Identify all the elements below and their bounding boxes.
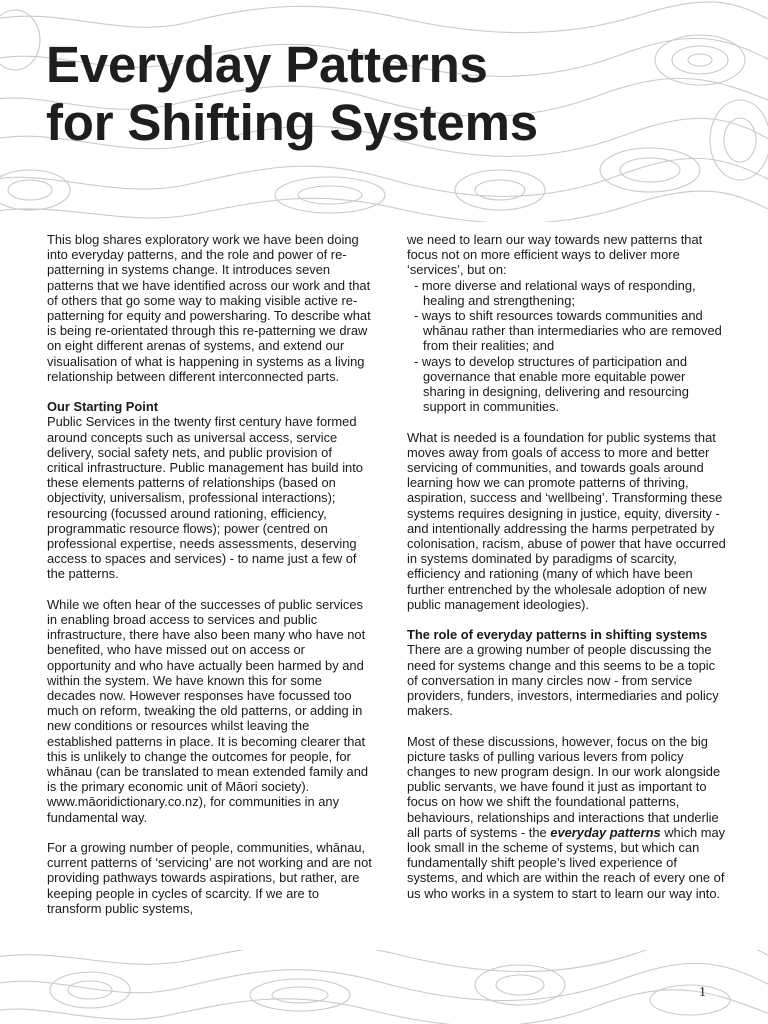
title-line-1: Everyday Patterns	[46, 36, 488, 93]
title-line-2: for Shifting Systems	[46, 94, 538, 151]
left-column	[47, 232, 372, 916]
page-title	[46, 36, 538, 152]
list-item: - ways to develop structures of participation and governance that enable more equitable power sharing in designing, delivering and resourcing support in communities.	[414, 353, 689, 415]
growing-paragraph: For a growing number of people, communities, whānau, current patterns of ‘servicing’ are not working and are not providing pathways towards aspirations, but rather, are keeping people in cycles of scarcity. If we are to transform public systems,	[47, 840, 372, 916]
starting-point-paragraph: Public Services in the twenty first century have formed around concepts such as universal access, service delivery, social safety nets, and public provision of critical infrastructure. Public management has build into these elements patterns of relationships (based on objectivity, universalism, professional interactions); resourcing (focussed around rationing, efficiency, programmatic resource flows); power (centred on professional expertise, needs assessments, deserving access to spaces and services) - to name just a few of the patterns.	[47, 414, 363, 582]
continuation-paragraph: we need to learn our way towards new patterns that focus not on more efficient ways to deliver more ‘services’, but on:	[407, 232, 703, 278]
list-item: - more diverse and relational ways of responding, healing and strengthening;	[414, 277, 696, 308]
successes-paragraph: While we often hear of the successes of public services in enabling broad access to services and public infrastructure, there have also been many who have not benefited, who have missed out on access or opportunity and who have actually been harmed by and within the system. We have known this for some decades now. However responses have focussed too much on reform, tweaking the old patterns, or adding in new conditions or resources whilst leaving the established patterns in place. It is becoming clearer that this is unlikely to change the outcomes for people, for whānau (can be translated to mean extended family and is the primary economic unit of Māori society). www.māoridictionary.co.nz), for communities in any fundamental way.	[47, 596, 369, 825]
foundation-paragraph: What is needed is a foundation for public systems that moves away from goals of access to more and better servicing of communities, and towards goals around learning how we can promote patterns of thriving, aspiration, success and ‘wellbeing’. Transforming these systems requires designing in justice, equity, diversity - and intentionally addressing the harms perpetrated by colonisation, racism, abuse of power that have occurred in systems dominated by paradigms of scarcity, efficiency and rationing (many of which have been further entrenched by the wholesale adoption of new public management ideologies).	[407, 429, 726, 612]
list-item: - ways to shift resources towards communities and whānau rather than intermediaries who are removed from their realities; and	[414, 308, 722, 354]
discussions-text-after: which may look small in the scheme of systems, but which can fundamentally shift people’s lived experience of systems, and which are within the reach of every one of us who works in a system to start to learn our way into.	[407, 824, 726, 901]
role-paragraph: There are a growing number of people discussing the need for systems change and this seems to be a topic of conversation in many circles now - from service providers, funders, investors, intermediaries and policy makers.	[407, 642, 719, 719]
discussions-paragraph	[407, 734, 727, 901]
role-section	[407, 627, 727, 718]
needs-list	[407, 278, 727, 415]
right-column	[407, 232, 727, 901]
section-heading-role: The role of everyday patterns in shifting systems	[407, 627, 708, 643]
section-heading-starting-point: Our Starting Point	[47, 399, 158, 415]
discussions-text-before: Most of these discussions, however, focus on the big picture tasks of pulling various levers from policy changes to new program design. In our work alongside public servants, we have found it just as important to focus on how we shift the foundational patterns, behaviours, relationships and interactions that underlie all parts of systems - the	[407, 733, 721, 840]
starting-point-section	[47, 399, 372, 581]
intro-paragraph: This blog shares exploratory work we have been doing into everyday patterns, and the role and power of re-patterning in systems change. It introduces seven patterns that we have identified across our work and that of others that go some way to making visible active re-patterning for equity and powersharing. To describe what is being re-orientated through this re-patterning we draw on eight different arenas of systems, and extend our visualisation of what is happening in systems as a living relationship between different interconnected parts.	[47, 232, 371, 384]
page-number: 1	[699, 985, 706, 1000]
page-header	[0, 0, 768, 222]
emphasis-everyday-patterns: everyday patterns	[550, 824, 661, 840]
